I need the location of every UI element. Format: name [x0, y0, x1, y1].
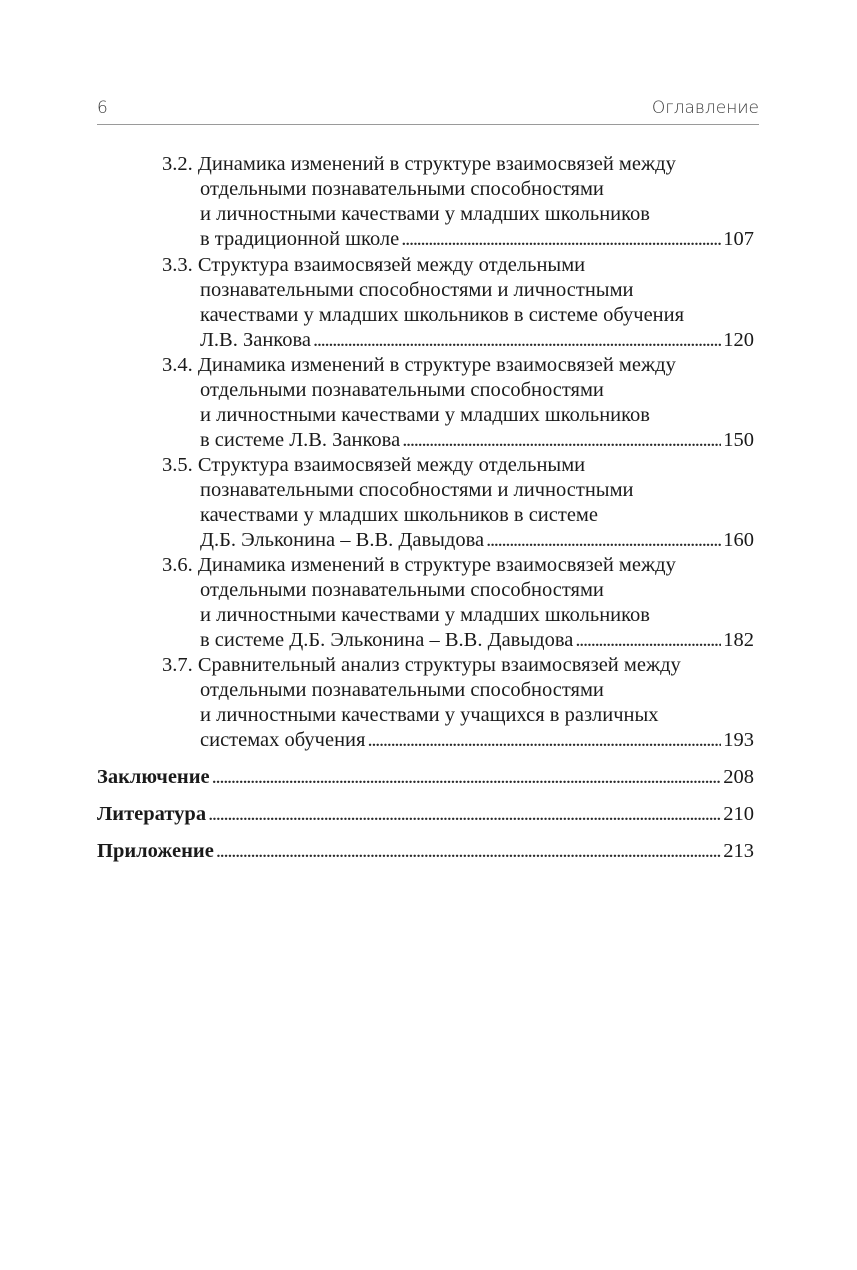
toc-entry-3-2-line-4[interactable]: в традиционной школе . . . 107 — [200, 227, 754, 252]
page-ref-appendix[interactable]: 213 — [723, 840, 754, 862]
toc-entry-3-4-line-2: отдельными познавательными способностями — [200, 379, 604, 401]
toc-entry-3-6-line-1[interactable]: 3.6. Динамика изменений в структуре взаимосвязей между — [162, 554, 676, 576]
page-ref-conclusion[interactable]: 208 — [723, 766, 754, 788]
toc-entry-3-7-line-2: отдельными познавательными способностями — [200, 679, 604, 701]
page-ref-3-6[interactable]: 182 — [723, 629, 754, 651]
toc-entry-3-6-line-2: отдельными познавательными способностями — [200, 579, 604, 601]
toc-entry-3-5-line-1[interactable]: 3.5. Структура взаимосвязей между отдельными — [162, 454, 586, 476]
toc-entry-3-2-line-2: отдельными познавательными способностями — [200, 178, 604, 200]
toc-entry-3-5-line-4[interactable]: Д.Б. Эльконина – В.В. Давыдова . . . 160 — [200, 528, 754, 553]
toc-entry-3-4-line-1[interactable]: 3.4. Динамика изменений в структуре взаимосвязей между — [162, 354, 676, 376]
toc-entry-3-4-line-4[interactable]: в системе Л.В. Занкова . . . 150 — [200, 428, 754, 453]
toc-entry-3-3-line-3: качествами у младших школьников в системе обучения — [200, 304, 685, 326]
dot-leader — [212, 765, 722, 790]
dot-leader — [402, 428, 721, 453]
page-ref-3-2[interactable]: 107 — [723, 228, 754, 250]
toc-entry-3-6-line-4[interactable]: в системе Д.Б. Эльконина – В.В. Давыдова . . . 182 — [200, 628, 754, 653]
toc-entry-3-2-line-3: и личностными качествами у младших школьников — [200, 203, 650, 225]
toc-entry-3-4-line-3: и личностными качествами у младших школьников — [200, 404, 650, 426]
toc-entry-literature[interactable]: Литература . . . 210 — [97, 802, 754, 827]
page-ref-literature[interactable]: 210 — [723, 803, 754, 825]
page-number: 6 — [97, 98, 108, 118]
page-ref-3-5[interactable]: 160 — [723, 529, 754, 551]
toc-entry-3-3-line-4[interactable]: Л.В. Занкова . . . 120 — [200, 328, 754, 353]
dot-leader — [401, 227, 721, 252]
dot-leader — [367, 728, 721, 753]
page-ref-3-3[interactable]: 120 — [723, 329, 754, 351]
dot-leader — [208, 802, 721, 827]
page-ref-3-4[interactable]: 150 — [723, 429, 754, 451]
toc-entry-3-7-line-1[interactable]: 3.7. Сравнительный анализ структуры взаимосвязей между — [162, 654, 681, 676]
toc-entry-3-5-line-2: познавательными способностями и личностными — [200, 479, 634, 501]
toc-entry-3-7-line-4[interactable]: системах обучения . . . 193 — [200, 728, 754, 753]
toc-entry-3-3-line-2: познавательными способностями и личностными — [200, 279, 634, 301]
toc-entry-3-3-line-1[interactable]: 3.3. Структура взаимосвязей между отдельными — [162, 254, 586, 276]
running-head: Оглавление — [651, 98, 759, 118]
dot-leader — [486, 528, 721, 553]
toc-entry-appendix[interactable]: Приложение . . . 213 — [97, 839, 754, 864]
page-ref-3-7[interactable]: 193 — [723, 729, 754, 751]
dot-leader — [313, 328, 721, 353]
dot-leader — [216, 839, 721, 864]
toc-entry-conclusion[interactable]: Заключение . . . 208 — [97, 765, 754, 790]
toc-entry-3-2-line-1[interactable]: 3.2. Динамика изменений в структуре взаимосвязей между — [162, 153, 676, 175]
dot-leader — [575, 628, 721, 653]
toc-entry-3-7-line-3: и личностными качествами у учащихся в различных — [200, 704, 659, 726]
toc-entry-3-6-line-3: и личностными качествами у младших школьников — [200, 604, 650, 626]
toc-entry-3-5-line-3: качествами у младших школьников в системе — [200, 504, 598, 526]
